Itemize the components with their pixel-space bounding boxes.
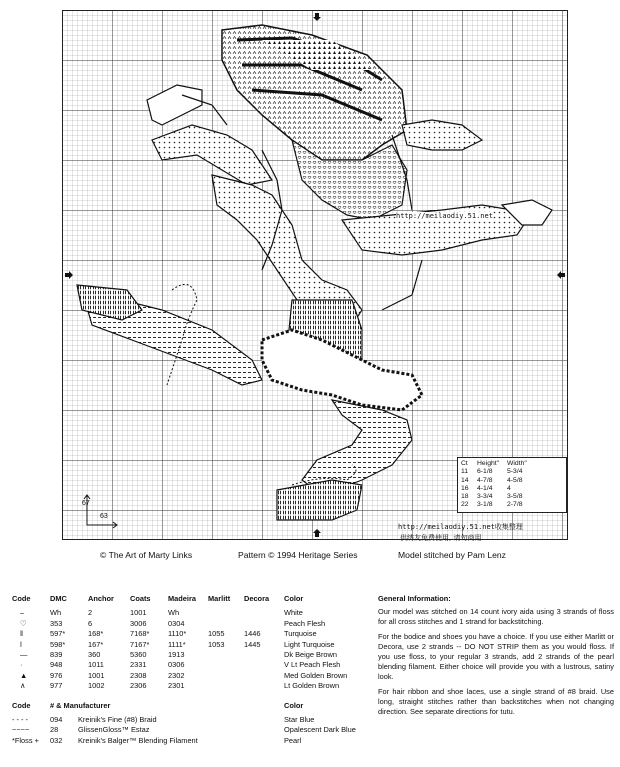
floss-coats: 7167* [130, 639, 150, 649]
spec-symbol: *Floss + [12, 735, 39, 745]
hdr-madeira: Madeira [168, 594, 196, 603]
floss-anchor: 167* [88, 639, 104, 649]
size-height: 4-7/8 [477, 476, 493, 484]
hdr-coats: Coats [130, 594, 151, 603]
floss-color: Med Golden Brown [284, 670, 348, 680]
floss-color: Light Turquoise [284, 639, 335, 649]
floss-symbol: — [20, 649, 28, 659]
spec-manufacturer: GlissenGloss™ Estaz [78, 725, 150, 735]
size-width: 5-3/4 [507, 468, 523, 476]
floss-row [12, 671, 372, 681]
specialty-legend-header [12, 701, 372, 711]
spec-manufacturer: Kreinik's Balger™ Blending Filament [78, 735, 198, 745]
floss-dmc: 839 [50, 649, 63, 659]
floss-decora: 1446 [244, 629, 261, 639]
spec-number: 28 [50, 725, 59, 735]
floss-madeira: 0306 [168, 660, 185, 670]
floss-dmc: 977 [50, 681, 63, 691]
floss-symbol: ǁ [20, 629, 24, 639]
floss-symbol: – [20, 608, 25, 618]
pattern-text: Pattern © 1994 Heritage Series [238, 550, 358, 560]
floss-anchor: 6 [88, 618, 93, 628]
specialty-row [12, 736, 372, 746]
hdr-marlitt: Marlitt [208, 594, 231, 603]
size-height: 3-3/4 [477, 493, 493, 501]
floss-marlitt: 1055 [208, 629, 225, 639]
floss-row [12, 619, 372, 629]
hdr-color: Color [284, 594, 304, 603]
size-ct: 18 [461, 493, 469, 501]
size-header-height: Height" [477, 460, 500, 467]
floss-madeira: 2301 [168, 681, 185, 691]
hdr-code: Code [12, 594, 31, 603]
spec-color: Star Blue [284, 714, 315, 724]
size-row [461, 485, 563, 493]
floss-row [12, 650, 372, 660]
floss-madeira: 1110* [168, 629, 187, 639]
floss-anchor: 1011 [88, 660, 104, 670]
size-height: 6-1/8 [477, 468, 493, 476]
floss-madeira: 1913 [168, 649, 185, 659]
floss-dmc: 976 [50, 670, 63, 680]
floss-madeira: 1111* [168, 639, 186, 649]
spec-color: Pearl [284, 735, 302, 745]
size-row [461, 501, 563, 509]
floss-anchor: 2 [88, 608, 93, 618]
floss-color: V Lt Peach Flesh [284, 660, 341, 670]
floss-symbol: ▲ [20, 670, 28, 680]
general-info-paragraph: Our model was stitched on 14 count ivory aida using 3 strands of floss for all cross stitches and 1 strand for backstitching. [378, 607, 614, 626]
floss-color: Peach Flesh [284, 618, 326, 628]
floss-coats: 5360 [130, 649, 147, 659]
size-ct: 16 [461, 484, 469, 492]
size-ct: 22 [461, 501, 469, 509]
floss-row [12, 660, 372, 670]
marker-label-y: 63 [100, 513, 108, 520]
general-info-title: General Information: [378, 594, 451, 603]
floss-row [12, 681, 372, 691]
floss-anchor: 168* [88, 629, 104, 639]
floss-dmc: 353 [50, 618, 63, 628]
floss-legend [12, 594, 372, 746]
size-ct: 11 [461, 468, 469, 476]
floss-symbol: ♡ [20, 618, 27, 628]
floss-symbol: · [20, 660, 23, 670]
watermark-url-bottom: http://meilaodiy.51.net收集整理 [398, 523, 523, 531]
copyright-text: © The Art of Marty Links [100, 550, 193, 560]
floss-row [12, 629, 372, 639]
floss-color: Turquoise [284, 629, 317, 639]
floss-coats: 7168* [130, 629, 150, 639]
floss-coats: 2331 [130, 660, 147, 670]
size-width: 3-5/8 [507, 493, 523, 501]
size-table [457, 457, 567, 513]
hdr-dmc: DMC [50, 594, 67, 603]
floss-dmc: 598* [50, 639, 66, 649]
floss-dmc: 597* [50, 629, 66, 639]
floss-madeira: 2302 [168, 670, 185, 680]
spec-number: 032 [50, 735, 63, 745]
specialty-row [12, 725, 372, 735]
model-text: Model stitched by Pam Lenz [398, 550, 506, 560]
watermark-chinese: 供绣友免费使用, 请勿商用 [400, 534, 482, 542]
spec-hdr-manufacturer: # & Manufacturer [50, 700, 111, 710]
floss-color: Lt Golden Brown [284, 681, 340, 691]
floss-legend-header [12, 594, 372, 604]
size-width: 2-7/8 [507, 501, 523, 509]
floss-anchor: 1002 [88, 681, 105, 691]
floss-symbol: ǀ [20, 639, 22, 649]
size-header-width: Width" [507, 460, 527, 467]
general-info-paragraph: For hair ribbon and shoe laces, use a single strand of #8 braid. Use long, straight stitches rather than backstitches when not changing direction. See separate directions for tutu. [378, 687, 614, 716]
floss-madeira: 0304 [168, 618, 185, 628]
floss-row [12, 640, 372, 650]
size-ct: 14 [461, 476, 469, 484]
hdr-anchor: Anchor [88, 594, 114, 603]
size-height: 3-1/8 [477, 501, 493, 509]
floss-anchor: 360 [88, 649, 101, 659]
marker-label-x: 67 [82, 500, 90, 507]
size-row [461, 493, 563, 501]
size-width: 4-5/8 [507, 476, 523, 484]
spec-color: Opalescent Dark Blue [284, 725, 356, 735]
spec-symbol: ~~~~ [12, 725, 30, 735]
spec-number: 094 [50, 714, 63, 724]
spec-hdr-color: Color [284, 700, 304, 710]
general-info-paragraph: For the bodice and shoes you have a choice. If you use either Marlitt or Decora, use 2 strands -- DO NOT STRIP them as you would floss. If you use floss, to your regular 3 strands, add 2 strands of the pearl blending filament. Either choice will provide you with a lustrous, satiny look. [378, 632, 614, 681]
size-table-header [461, 460, 563, 468]
size-height: 4-1/4 [477, 484, 493, 492]
floss-coats: 2306 [130, 681, 147, 691]
hdr-decora: Decora [244, 594, 270, 603]
watermark-url-top: http://meilaodiy.51.net [396, 212, 493, 220]
floss-dmc: Wh [50, 608, 62, 618]
floss-color: White [284, 608, 303, 618]
floss-madeira: Wh [168, 608, 180, 618]
specialty-row [12, 715, 372, 725]
floss-row [12, 608, 372, 618]
size-row [461, 477, 563, 485]
spec-hdr-code: Code [12, 700, 31, 710]
size-width: 4 [507, 484, 511, 492]
floss-color: Dk Beige Brown [284, 649, 337, 659]
size-row [461, 468, 563, 476]
floss-decora: 1445 [244, 639, 261, 649]
floss-coats: 2308 [130, 670, 147, 680]
spec-symbol: - - - - [12, 714, 29, 724]
size-header-ct: Ct [461, 460, 468, 467]
floss-anchor: 1001 [88, 670, 105, 680]
floss-marlitt: 1053 [208, 639, 225, 649]
floss-coats: 1001 [130, 608, 147, 618]
floss-dmc: 948 [50, 660, 63, 670]
floss-coats: 3006 [130, 618, 147, 628]
spec-manufacturer: Kreinik's Fine (#8) Braid [78, 714, 157, 724]
floss-symbol: ∧ [20, 681, 26, 691]
general-information [378, 594, 614, 722]
